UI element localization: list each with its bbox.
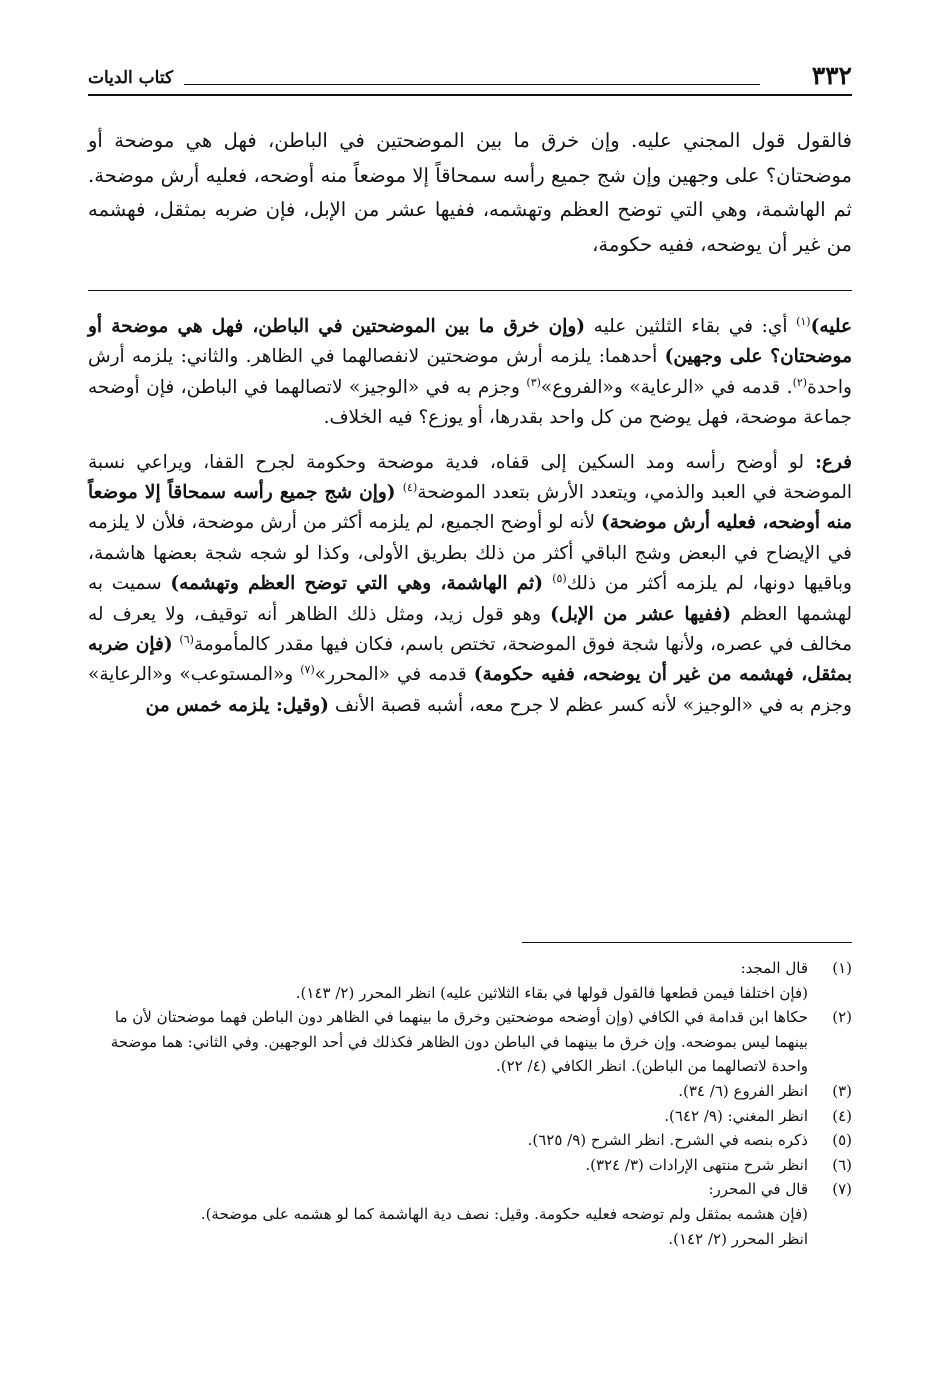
footnote-separator	[522, 942, 852, 943]
commentary-bold: (وإن شج جميع رأسه سمحاقاً إلا موضعاً منه أوضحه، فعليه أرش موضحة)	[88, 482, 852, 534]
footnote-ref-5: (٥)	[552, 572, 567, 586]
commentary-bold: (ففيها عشر من الإبل)	[550, 603, 732, 625]
footnote-number: (١)	[832, 959, 852, 977]
footnote-text: حكاها ابن قدامة في الكافي (وإن أوضحه موضحتين وخرق ما بينهما في الظاهر دون الباطن فهما موضحتان لأن ما بينهما ليس بموضحه. وإن خرق ما بينهما في الباطن دون الظاهر فكذلك في أحد الوجهين. وفي الثاني: هما موضحة واحدة لاتصالهما من الباطن). انظر الكافي (٤/ ٢٢).	[110, 1008, 808, 1076]
footnote-reference: انظر المحرر (٢/ ١٤٢).	[668, 1229, 808, 1248]
footnote-ref-4: (٤)	[402, 480, 418, 494]
footnote-number: (٥)	[832, 1131, 852, 1150]
footnote-text: انظر شرح منتهى الإرادات (٣/ ٣٢٤).	[585, 1155, 808, 1174]
commentary-bold: (ثم الهاشمة، وهي التي توضح العظم وتهشمه)	[170, 573, 553, 595]
commentary-text: . قدمه في «الرعاية» و«الفروع»	[540, 376, 793, 398]
commentary-text: و«المستوعب» و«الرعاية» وجزم به في «الوجيز» لأنه كسر عظم لا جرح معه، أشبه قصبة الأنف	[88, 664, 852, 716]
commentary-bold: عليه)	[810, 316, 853, 337]
commentary-paragraph-2	[88, 448, 852, 722]
footnote-text: ذكره بنصه في الشرح. انظر الشرح (٩/ ٦٢٥).	[527, 1131, 808, 1150]
book-title: كتاب الديات	[88, 68, 174, 88]
commentary-text: وهو قول زيد، ومثل ذلك الظاهر أنه توقيف، ولا يعرف له مخالف في عصره، ولأنها شجة فوق الموضحة، تختص باسم، فكان فيها مقدر كالمأمومة	[88, 603, 852, 656]
commentary-bold: فرع:	[815, 451, 852, 473]
commentary-bold: (وقيل: يلزمه خمس من	[145, 694, 329, 716]
footnote-3	[88, 1079, 852, 1104]
commentary-text: أحدهما: يلزمه أرش موضحتين لانفصالهما في الظاهر. والثاني: يلزمه أرش واحدة	[88, 346, 852, 398]
commentary-paragraph-1	[88, 312, 852, 434]
commentary-text: أي: في بقاء الثلثين عليه	[585, 316, 797, 337]
page-number: ٣٣٢	[811, 61, 852, 90]
footnote-6	[88, 1153, 852, 1178]
commentary-text: قدمه في «المحرر»	[314, 664, 474, 686]
main-text-separator	[88, 290, 852, 291]
footnote-text: انظر المغني: (٩/ ٦٤٢).	[664, 1106, 808, 1125]
commentary-text: سميت به لهشمها العظم	[88, 573, 852, 625]
commentary-bold: (فإن ضربه بمثقل، فهشمه من غير أن يوضحه، ففيه حكومة)	[88, 634, 853, 686]
header-rule	[88, 94, 852, 96]
footnote-ref-3: (٣)	[526, 375, 541, 389]
footnote-7	[88, 1177, 852, 1251]
footnotes	[88, 956, 852, 1251]
header-rule-thin	[184, 84, 760, 85]
footnote-ref-1: (١)	[796, 314, 811, 328]
footnote-text: قال في المحرر:	[708, 1180, 808, 1199]
footnote-5	[88, 1128, 852, 1153]
footnote-1	[88, 956, 852, 1005]
main-text: فالقول قول المجني عليه. وإن خرق ما بين الموضحتين في الباطن، فهل هي موضحة أو موضحتان؟ على وجهين وإن شج جميع رأسه سمحاقاً إلا موضعاً منه أوضحه، فعليه أرش موضحة. ثم الهاشمة، وهي التي توضح العظم وتهشمه، ففيها عشر من الإبل، فإن ضربه بمثقل، فهشمه من غير أن يوضحه، ففيه حكومة،	[88, 129, 852, 256]
footnote-ref-6: (٦)	[179, 632, 194, 646]
commentary-text: لو أوضح رأسه ومد السكين إلى قفاه، فدية موضحة وحكومة لجرح القفا، ويراعي نسبة الموضحة في العبد والذمي، ويتعدد الأرش بتعدد الموضحة	[88, 451, 852, 504]
footnote-ref-2: (٢)	[792, 375, 808, 389]
commentary-text: وجزم به في «الوجيز» لاتصالهما في الباطن، فإن أوضحه جماعة موضحة، فهل يوضح من كل واحد بقدرها، أو يوزع؟ فيه الخلاف.	[88, 376, 852, 429]
commentary	[88, 312, 852, 721]
running-header	[88, 58, 852, 98]
footnote-text: قال المجد:	[740, 959, 808, 977]
footnote-number: (٧)	[832, 1180, 852, 1199]
footnote-ref-7: (٧)	[300, 663, 315, 677]
footnote-4	[88, 1104, 852, 1129]
footnote-number: (٦)	[832, 1155, 852, 1174]
footnote-quote: (فإن اختلفا فيمن قطعها فالقول قولها في بقاء الثلاثين عليه) انظر المحرر (٢/ ١٤٣).	[295, 983, 808, 1002]
footnote-quote: (فإن هشمه بمثقل ولم توضحه فعليه حكومة. وقيل: نصف دية الهاشمة كما لو هشمه على موضحة).	[200, 1204, 808, 1223]
footnote-number: (٢)	[832, 1008, 852, 1027]
footnote-number: (٤)	[832, 1106, 852, 1125]
commentary-bold: (وإن خرق ما بين الموضحتين في الباطن، فهل هي موضحة أو موضحتان؟ على وجهين)	[88, 316, 852, 368]
footnote-text: انظر الفروع (٦/ ٣٤).	[678, 1081, 808, 1100]
footnote-2	[88, 1005, 852, 1079]
footnote-number: (٣)	[832, 1081, 852, 1100]
commentary-text: لأنه لو أوضح الجميع، لم يلزمه أكثر من أرش موضحة، فلأن لا يلزمه في الإيضاح في البعض وشج الباقي أكثر من ذلك بطريق الأولى، وكذا لو شجه شجة بعضها هاشمة، وباقيها دونها، لم يلزمه أكثر من ذلك	[88, 512, 852, 595]
